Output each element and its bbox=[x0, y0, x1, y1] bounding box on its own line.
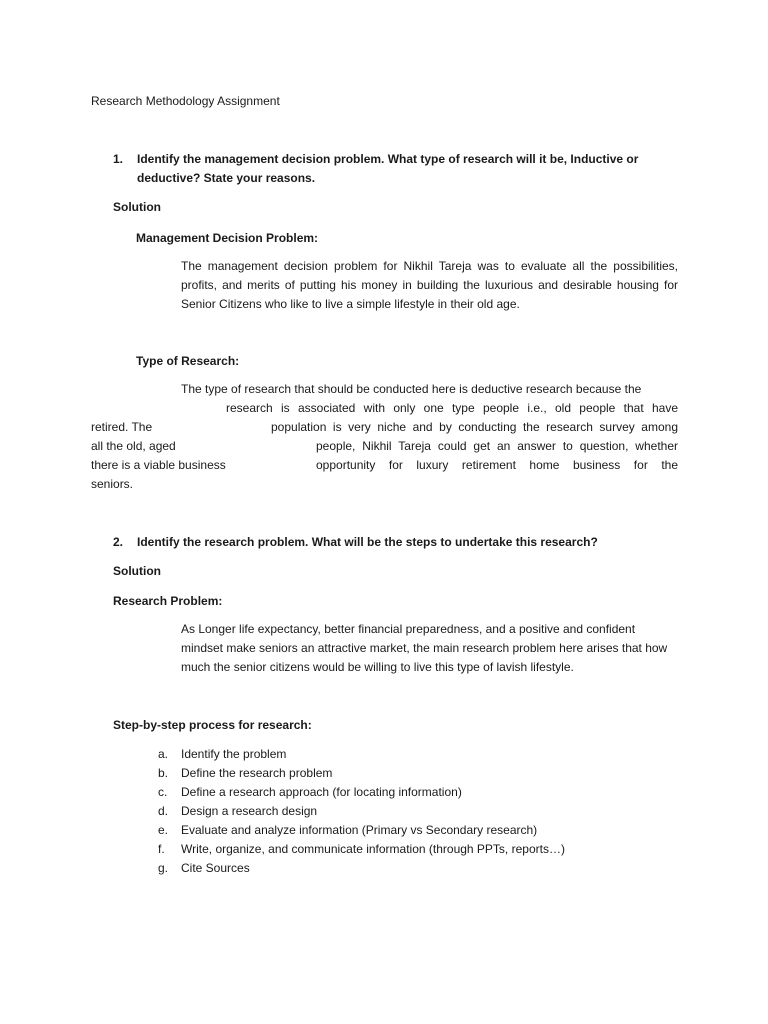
question-2 bbox=[113, 533, 683, 553]
step-text: Define the research problem bbox=[181, 766, 333, 780]
step-letter: e. bbox=[158, 823, 169, 837]
type-line-1: The type of research that should be conducted here is deductive research because the bbox=[181, 382, 642, 396]
question-2-text: Identify the research problem. What will be the steps to undertake this research? bbox=[137, 535, 598, 549]
type-line-5-right: opportunity for luxury retirement home business for the bbox=[316, 458, 678, 472]
step-text: Design a research design bbox=[181, 804, 318, 818]
step-text: Identify the problem bbox=[181, 747, 287, 761]
step-text: Cite Sources bbox=[181, 861, 250, 875]
mdp-paragraph: The management decision problem for Nikhil Tareja was to evaluate all the possibilities, profits, and merits of putting his money in building the luxurious and desirable housing for Senior Citizens who like to live a simple lifestyle in their old age. bbox=[181, 259, 678, 311]
type-line-6: seniors. bbox=[91, 477, 134, 491]
type-line-3-left: retired. The bbox=[91, 420, 153, 434]
steps-heading: Step-by-step process for research: bbox=[113, 718, 312, 732]
step-text: Evaluate and analyze information (Primary vs Secondary research) bbox=[181, 823, 538, 837]
type-line-2: research is associated with only one type people i.e., old people that have bbox=[226, 401, 678, 415]
step-letter: g. bbox=[158, 861, 169, 875]
document-title: Research Methodology Assignment bbox=[91, 94, 280, 108]
step-letter: f. bbox=[158, 842, 165, 856]
type-line-3-right: population is very niche and by conducting the research survey among bbox=[271, 420, 678, 434]
step-text: Define a research approach (for locating information) bbox=[181, 785, 462, 799]
solution-label-2: Solution bbox=[113, 564, 161, 578]
type-of-research-heading: Type of Research: bbox=[136, 354, 240, 368]
step-letter: b. bbox=[158, 766, 169, 780]
research-problem-paragraph: As Longer life expectancy, better financial preparedness, and a positive and confident mindset make seniors an attractive market, the main research problem here arises that how much the senior citizens would be willing to live this type of lavish lifestyle. bbox=[181, 622, 668, 674]
question-2-number: 2. bbox=[113, 535, 124, 549]
type-line-5-left: there is a viable business bbox=[91, 458, 226, 472]
question-1-text: Identify the management decision problem. What type of research will it be, Inductive or deductive? State your reasons. bbox=[137, 152, 639, 185]
step-letter: c. bbox=[158, 785, 168, 799]
type-line-4-right: people, Nikhil Tareja could get an answer to question, whether bbox=[316, 439, 678, 453]
research-problem-heading: Research Problem: bbox=[113, 594, 223, 608]
question-1 bbox=[113, 150, 683, 190]
question-1-number: 1. bbox=[113, 152, 124, 166]
step-letter: a. bbox=[158, 747, 169, 761]
step-letter: d. bbox=[158, 804, 169, 818]
solution-label-1: Solution bbox=[113, 200, 161, 214]
mdp-heading: Management Decision Problem: bbox=[136, 231, 319, 245]
step-text: Write, organize, and communicate information (through PPTs, reports…) bbox=[181, 842, 565, 856]
type-line-4-left: all the old, aged bbox=[91, 439, 176, 453]
